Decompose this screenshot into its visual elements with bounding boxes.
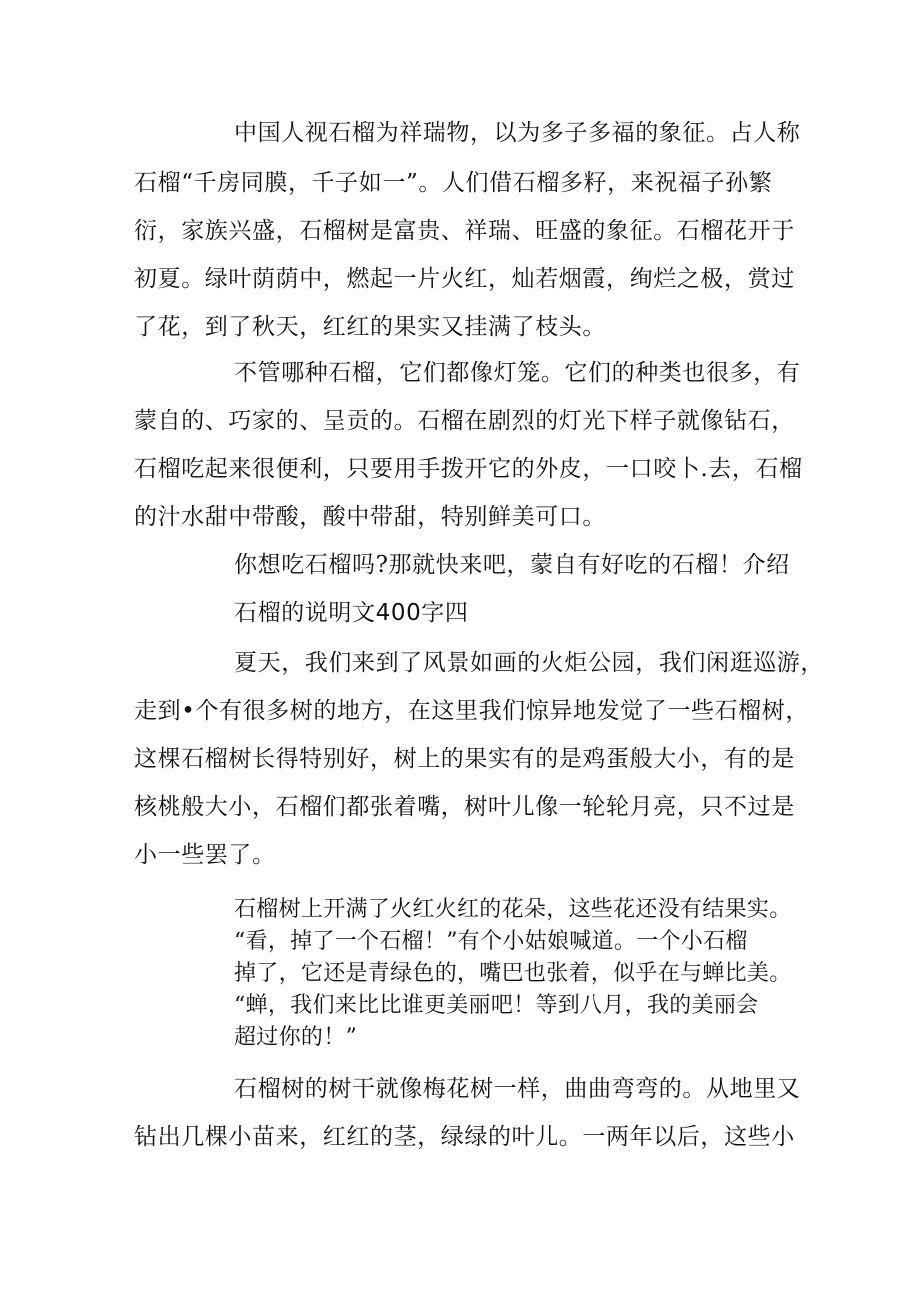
paragraph-1-line-2: 石榴“千房同膜，千子如一”。人们借石榴多籽，来祝福子孙繁 [134, 170, 773, 196]
paragraph-2-line-4: 的汁水甜中带酸，酸中带甜，特别鲜美可口。 [134, 504, 606, 530]
paragraph-4-line-5: 小一些罢了。 [134, 842, 276, 868]
paragraph-2-line-2: 蒙自的、巧家的、呈贡的。石榴在剧烈的灯光下样子就像钻石， [134, 408, 795, 434]
paragraph-5-line-3: 掉了，它还是青绿色的，嘴巴也张着，似乎在与蝉比美。 [234, 961, 792, 986]
paragraph-1-line-4: 初夏。绿叶荫荫中，燃起一片火红，灿若烟霞，绚烂之极，赏过 [134, 266, 795, 292]
paragraph-6-line-1: 石榴树的树干就像梅花树一样，曲曲弯弯的。从地里又 [234, 1076, 801, 1102]
paragraph-3-line-1: 你想吃石榴吗?那就快来吧，蒙自有好吃的石榴！介绍 [234, 552, 790, 578]
paragraph-2-line-3: 石榴吃起来很便利，只要用手拨开它的外皮，一口咬卜.去，石榴 [134, 456, 803, 482]
paragraph-4-line-1: 夏天，我们来到了风景如画的火炬公园，我们闲逛巡游， [234, 650, 824, 676]
paragraph-5-line-5: 超过你的！” [234, 1025, 358, 1050]
paragraph-5-line-2: “看，掉了一个石榴！”有个小姑娘喊道。一个小石榴 [234, 929, 748, 954]
paragraph-5-line-1: 石榴树上开满了火红火红的花朵，这些花还没有结果实。 [234, 897, 792, 922]
paragraph-5-line-4: “蝉，我们来比比谁更美丽吧！等到八月，我的美丽会 [234, 993, 759, 1018]
paragraph-1-line-5: 了花，到了秋天，红红的果实又挂满了枝头。 [134, 314, 606, 340]
paragraph-4-line-2: 走到•个有很多树的地方，在这里我们惊异地发觉了一些石榴树， [134, 698, 809, 724]
paragraph-1-line-1: 中国人视石榴为祥瑞物，以为多子多福的象征。占人称 [234, 120, 801, 146]
paragraph-4-line-4: 核桃般大小，石榴们都张着嘴，树叶儿像一轮轮月亮，只不过是 [134, 794, 795, 820]
section-heading: 石榴的说明文400字四 [234, 600, 469, 626]
paragraph-4-line-3: 这棵石榴树长得特别好，树上的果实有的是鸡蛋般大小，有的是 [134, 746, 795, 772]
paragraph-6-line-2: 钻出几棵小苗来，红红的茎，绿绿的叶儿。一两年以后，这些小 [134, 1124, 795, 1150]
paragraph-1-line-3: 衍，家族兴盛，石榴树是富贵、祥瑞、旺盛的象征。石榴花开于 [134, 218, 795, 244]
paragraph-2-line-1: 不管哪种石榴，它们都像灯笼。它们的种类也很多，有 [234, 360, 801, 386]
